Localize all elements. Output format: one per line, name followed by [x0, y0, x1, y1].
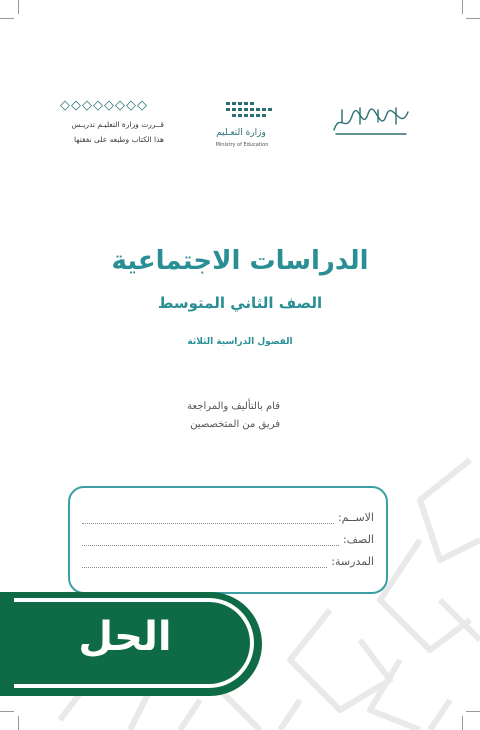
student-info-box: [68, 486, 388, 594]
ministry-dots-icon: [224, 100, 276, 122]
authors-line-1: قام بالتأليف والمراجعة: [187, 401, 280, 412]
book-title: الدراسات الاجتماعية: [111, 246, 369, 276]
kingdom-logo: [330, 104, 412, 140]
grade-level: الصف الثاني المتوسط: [157, 294, 323, 312]
class-line[interactable]: [82, 541, 339, 546]
ministry-logo: [200, 100, 292, 152]
name-label: الاســم:: [337, 511, 374, 524]
ministry-name-en: Ministry of Education: [215, 142, 269, 148]
terms-label: الفصول الدراسية الثلاثة: [187, 337, 293, 347]
kingdom-calligraphy-icon: [330, 104, 412, 138]
class-field[interactable]: [82, 530, 374, 546]
solution-badge-label: الحل: [78, 614, 172, 660]
approval-line-2: هذا الكتاب وطبعه على نفقتها: [73, 135, 164, 144]
name-line[interactable]: [82, 519, 334, 524]
school-line[interactable]: [82, 563, 327, 568]
name-field[interactable]: [82, 508, 374, 524]
approval-diamonds: ◇◇◇◇◇◇◇◇: [60, 98, 148, 113]
class-label: الصف:: [342, 533, 374, 546]
approval-line-1: قــررت وزارة التعليـم تدريـس: [71, 120, 164, 129]
school-field[interactable]: [82, 552, 374, 568]
ministry-name-ar: وزارة التعـليم: [216, 128, 266, 138]
authors-line-2: فريق من المتخصصين: [190, 419, 280, 430]
school-label: المدرسة:: [331, 555, 374, 568]
